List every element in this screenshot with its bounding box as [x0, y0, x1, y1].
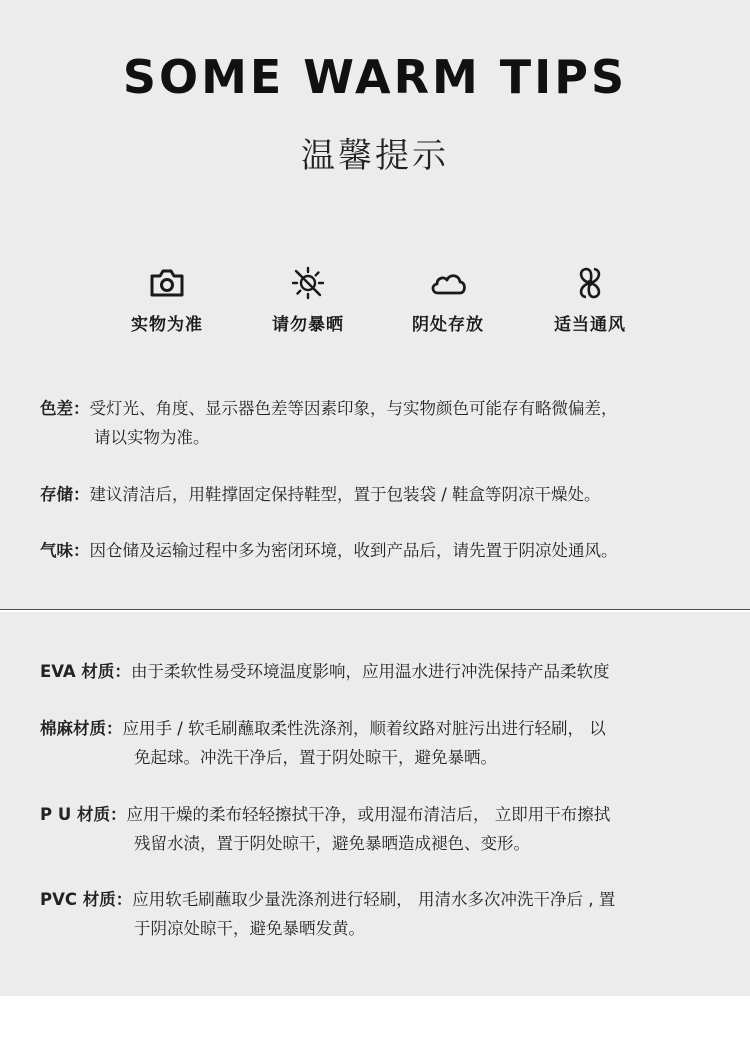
- icon-label-actual: 实物为准: [131, 315, 203, 335]
- sun-prohibited-icon: [288, 265, 328, 301]
- material-pu-text-2: 残留水渍，置于阴处晾干，避免暴晒造成褪色、变形。: [134, 834, 530, 853]
- tip-color-label: 色差：: [40, 399, 90, 418]
- tip-smell-text: 因仓储及运输过程中多为密闭环境，收到产品后，请先置于阴凉处通风。: [89, 541, 618, 560]
- fan-icon: [570, 265, 610, 301]
- tip-color-text: 受灯光、角度、显示器色差等因素印象，与实物颜色可能存有略微偏差，: [89, 399, 618, 418]
- material-pu-text: 应用干燥的柔布轻轻擦拭干净，或用湿布清洁后， 立即用干布擦拭: [126, 805, 611, 824]
- icon-label-shade: 阴处存放: [412, 315, 484, 335]
- material-pvc-label: PVC 材质：: [40, 890, 133, 909]
- material-pu-label: P U 材质：: [40, 805, 127, 824]
- icon-label-no-sun: 请勿暴晒: [272, 315, 344, 335]
- icon-label-ventilate: 适当通风: [554, 315, 626, 335]
- divider: [0, 609, 750, 610]
- tip-color: [40, 394, 618, 452]
- tip-smell: [40, 536, 618, 565]
- material-pu: [40, 800, 730, 858]
- tip-smell-label: 气味：: [40, 541, 90, 560]
- material-eva: [40, 657, 730, 686]
- material-eva-text: 由于柔软性易受环境温度影响，应用温水进行冲洗保持产品柔软度: [130, 662, 610, 681]
- cloud-icon: [428, 265, 468, 301]
- material-linen: [40, 714, 730, 772]
- material-linen-text-2: 免起球。冲洗干净后，置于阴处晾干，避免暴晒。: [134, 748, 497, 767]
- material-pvc: [40, 885, 730, 943]
- material-linen-text: 应用手 / 软毛刷蘸取柔性洗涤剂，顺着纹路对脏污出进行轻刷， 以: [122, 719, 606, 738]
- tip-color-text-2: 请以实物为准。: [94, 428, 210, 447]
- tip-storage: [40, 480, 601, 509]
- material-pvc-text: 应用软毛刷蘸取少量洗涤剂进行轻刷， 用清水多次冲洗干净后 , 置: [132, 890, 616, 909]
- camera-icon: [147, 265, 187, 301]
- material-linen-label: 棉麻材质：: [40, 719, 123, 738]
- tip-storage-text: 建议清洁后，用鞋撑固定保持鞋型，置于包装袋 / 鞋盒等阴凉干燥处。: [89, 485, 601, 504]
- material-pvc-text-2: 于阴凉处晾干，避免暴晒发黄。: [134, 919, 365, 938]
- title-chinese: 温馨提示: [301, 136, 449, 176]
- material-eva-label: EVA 材质：: [40, 662, 131, 681]
- title-english: SOME WARM TIPS: [122, 50, 628, 104]
- tip-storage-label: 存储：: [40, 485, 90, 504]
